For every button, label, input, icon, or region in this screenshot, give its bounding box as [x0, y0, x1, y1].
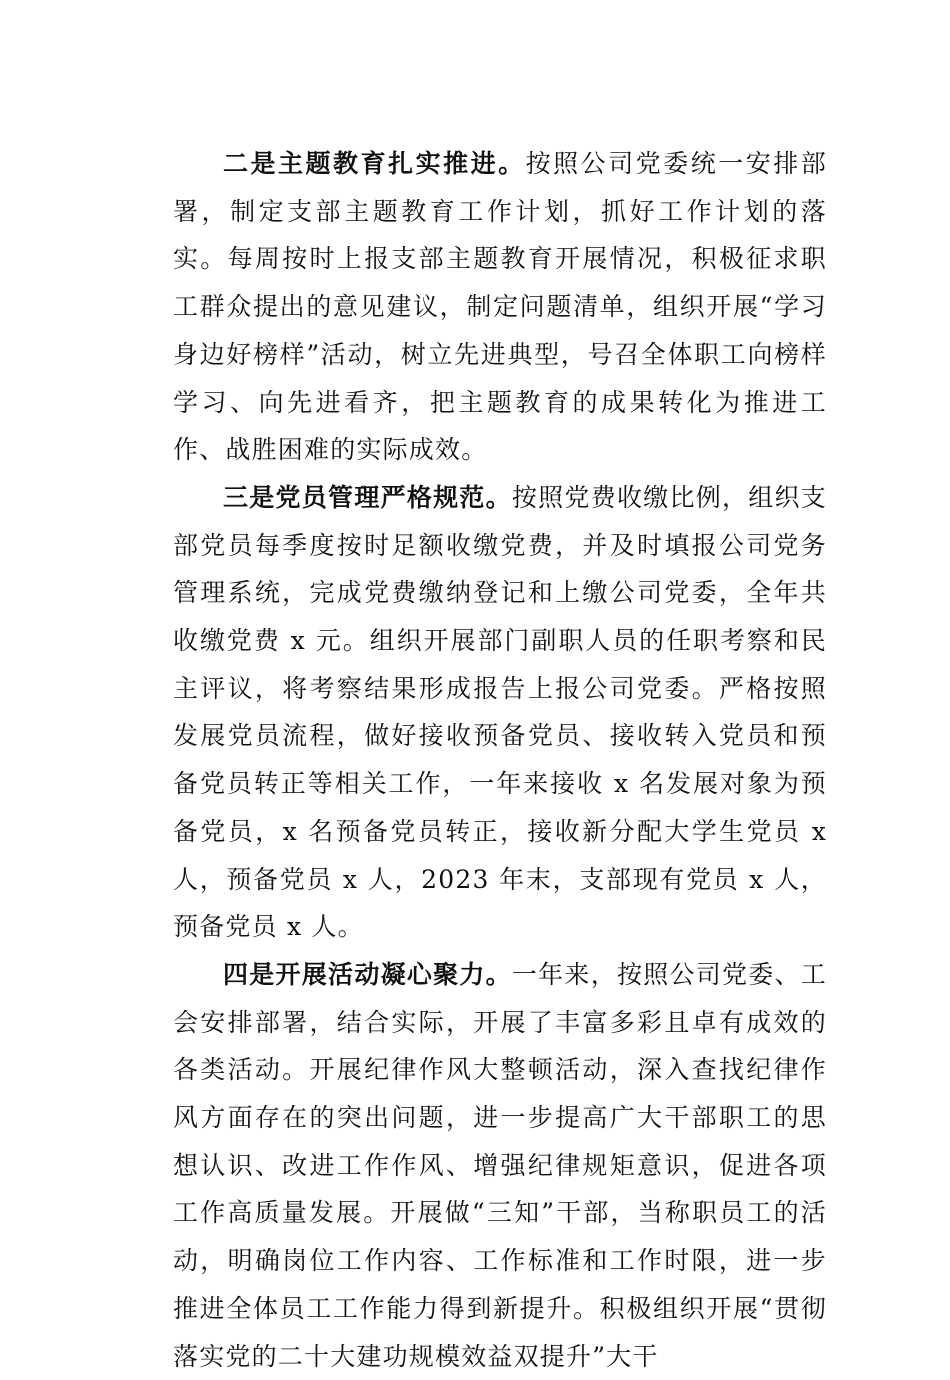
paragraph-lead-heading: 三是党员管理严格规范。 — [223, 482, 512, 512]
paragraph-lead-heading: 二是主题教育扎实推进。 — [223, 149, 526, 178]
paragraph-lead-heading: 四是开展活动凝心聚力。 — [223, 959, 512, 989]
paragraph-body-text: 按照党费收缴比例，组织支部党员每季度按时足额收缴党费，并及时填报公司党务管理系统，完成党费缴纳登记和上缴公司党委，全年共收缴党费 x 元。组织开展部门副职人员的任职考察和民主评议，将考察结果形成报告上报公司党委。严格按照发展党员流程，做好接收预备党员、接收转入党员和预备党员转正等相关工作，一年来接收 x 名发展对象为预备党员，x 名预备党员转正，接收新分配大学生党员 x 人，预备党员 x 人，2023 年末，支部现有党员 x 人，预备党员 x 人。 — [173, 482, 828, 942]
paragraph-body-text: 按照公司党委统一安排部署，制定支部主题教育工作计划，抓好工作计划的落实。每周按时上报支部主题教育开展情况，积极征求职工群众提出的意见建议，制定问题清单，组织开展“学习身边好榜样”活动，树立先进典型，号召全体职工向榜样学习、向先进看齐，把主题教育的成果转化为推进工作、战胜困难的实际成效。 — [173, 149, 827, 465]
paragraph-body-text: 一年来，按照公司党委、工会安排部署，结合实际，开展了丰富多彩且卓有成效的各类活动。开展纪律作风大整顿活动，深入查找纪律作风方面存在的突出问题，进一步提高广大干部职工的思想认识、改进工作作风、增强纪律规矩意识，促进各项工作高质量发展。开展做“三知”干部，当称职员工的活动，明确岗位工作内容、工作标准和工作时限，进一步推进全体员工工作能力得到新提升。积极组织开展“贯彻落实党的二十大建功规模效益双提升”大干 — [173, 959, 828, 1371]
paragraph-theme-education — [173, 140, 827, 474]
document-body — [173, 140, 827, 1380]
paragraph-party-member-management — [173, 474, 827, 951]
paragraph-activities — [173, 951, 827, 1380]
